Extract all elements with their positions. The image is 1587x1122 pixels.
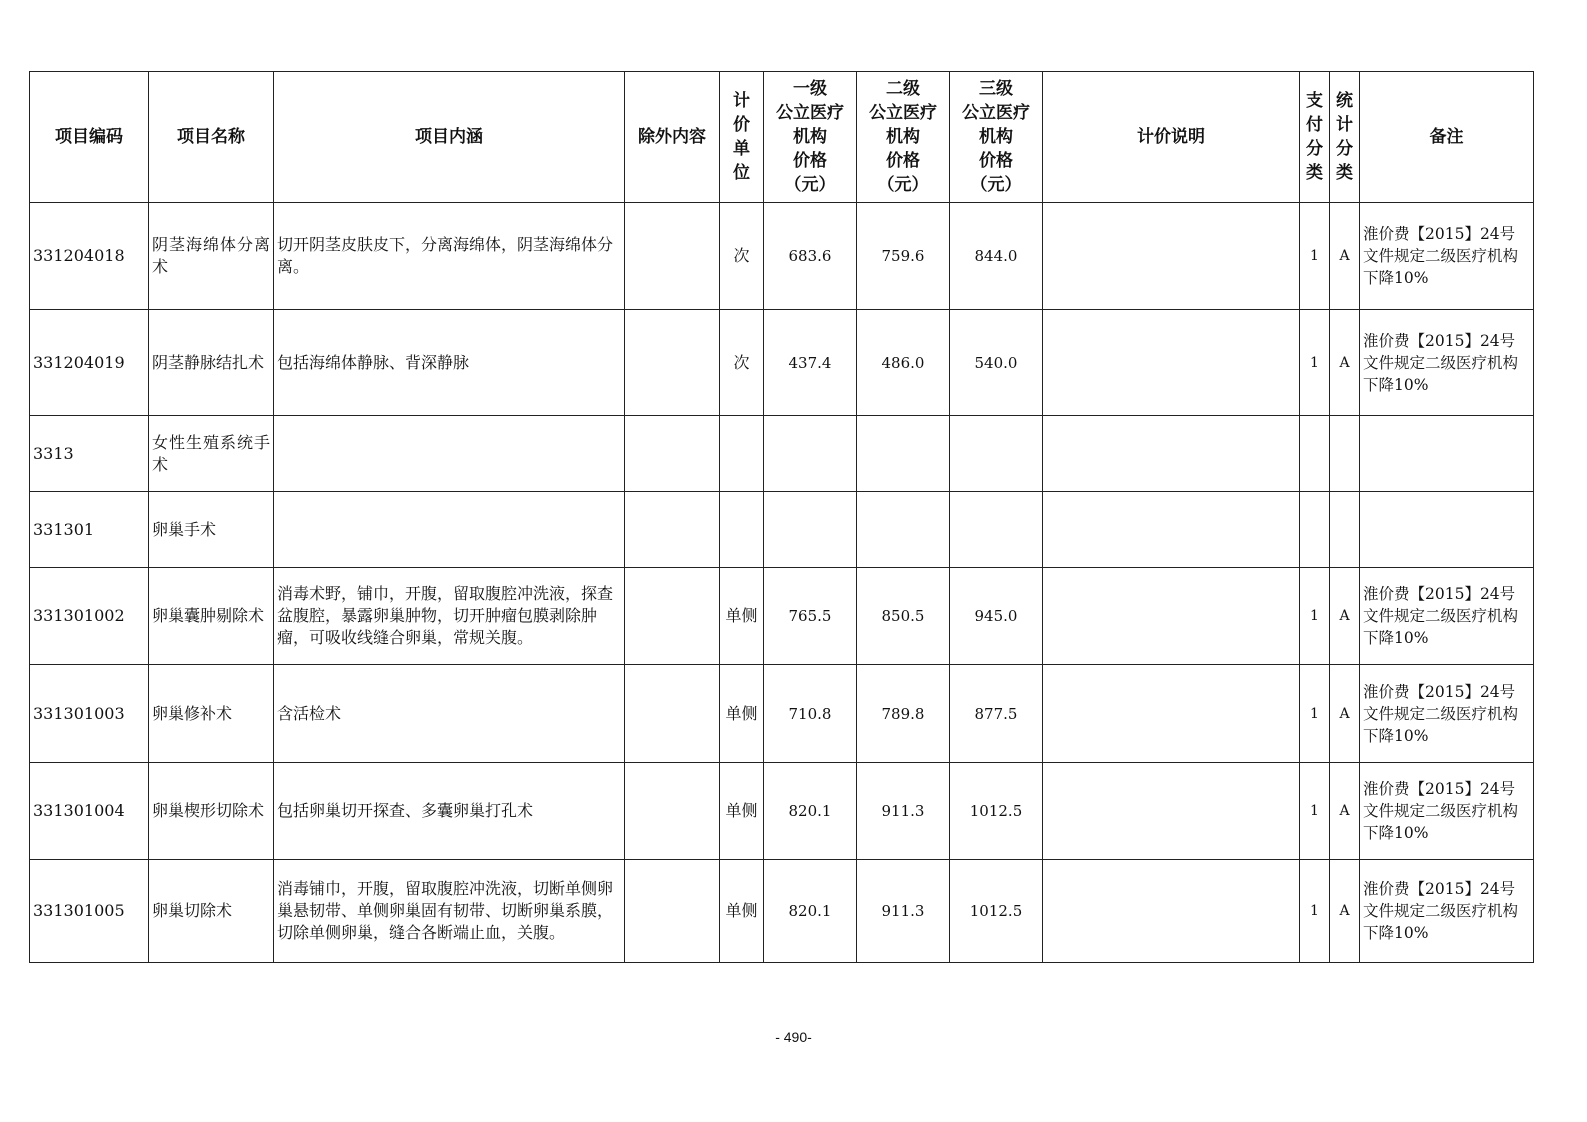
cell-name: 阴茎海绵体分离术: [149, 203, 274, 310]
cell-price1: 683.6: [764, 203, 857, 310]
cell-note: [1043, 568, 1300, 665]
cell-price2: 911.3: [857, 763, 950, 860]
cell-price2: 759.6: [857, 203, 950, 310]
header-line: 一级: [793, 79, 827, 99]
header-line: 公立医疗: [869, 103, 937, 123]
header-unit: [720, 72, 764, 203]
cell-code: 331301003: [30, 665, 149, 763]
header-price1: [764, 72, 857, 203]
cell-remark: 淮价费【2015】24号文件规定二级医疗机构下降10%: [1360, 203, 1534, 310]
cell-name: 卵巢楔形切除术: [149, 763, 274, 860]
cell-pay: 1: [1300, 665, 1330, 763]
table-row: [30, 416, 1534, 492]
header-remark: 备注: [1360, 72, 1534, 203]
table-body: [30, 203, 1534, 963]
cell-price3: 1012.5: [950, 860, 1043, 963]
header-line: 公立医疗: [776, 103, 844, 123]
cell-price1: 437.4: [764, 310, 857, 416]
table-row: [30, 665, 1534, 763]
cell-unit: 单侧: [720, 568, 764, 665]
header-line: 类: [1336, 163, 1353, 183]
cell-pay: 1: [1300, 860, 1330, 963]
cell-pay: 1: [1300, 310, 1330, 416]
cell-pay: [1300, 416, 1330, 492]
header-line: 公立医疗: [962, 103, 1030, 123]
cell-code: 331301: [30, 492, 149, 568]
header-line: 二级: [886, 79, 920, 99]
cell-content: 包括卵巢切开探查、多囊卵巢打孔术: [274, 763, 625, 860]
header-name: 项目名称: [149, 72, 274, 203]
cell-remark: 淮价费【2015】24号文件规定二级医疗机构下降10%: [1360, 568, 1534, 665]
cell-price2: [857, 492, 950, 568]
header-line: 机构: [886, 127, 920, 147]
cell-stat: A: [1330, 665, 1360, 763]
cell-remark: 淮价费【2015】24号文件规定二级医疗机构下降10%: [1360, 860, 1534, 963]
cell-note: [1043, 860, 1300, 963]
cell-exclude: [625, 310, 720, 416]
header-line: 价格: [793, 151, 827, 171]
header-stat: [1330, 72, 1360, 203]
cell-pay: [1300, 492, 1330, 568]
cell-note: [1043, 203, 1300, 310]
header-line: 计: [733, 91, 750, 111]
cell-price2: 911.3: [857, 860, 950, 963]
cell-stat: A: [1330, 860, 1360, 963]
cell-stat: A: [1330, 763, 1360, 860]
cell-stat: A: [1330, 203, 1360, 310]
header-exclude: 除外内容: [625, 72, 720, 203]
page-number: - 490-: [775, 1029, 812, 1045]
table-row: [30, 763, 1534, 860]
cell-code: 331204018: [30, 203, 149, 310]
table-row: [30, 568, 1534, 665]
header-row: [30, 72, 1534, 203]
cell-content: [274, 492, 625, 568]
cell-price3: [950, 492, 1043, 568]
table-row: [30, 310, 1534, 416]
cell-pay: 1: [1300, 763, 1330, 860]
cell-unit: 单侧: [720, 763, 764, 860]
cell-note: [1043, 416, 1300, 492]
cell-exclude: [625, 763, 720, 860]
cell-remark: 淮价费【2015】24号文件规定二级医疗机构下降10%: [1360, 310, 1534, 416]
cell-note: [1043, 492, 1300, 568]
cell-name: 女性生殖系统手术: [149, 416, 274, 492]
table-row: [30, 203, 1534, 310]
header-price3: [950, 72, 1043, 203]
header-line: 分: [1336, 139, 1353, 159]
cell-code: 331301004: [30, 763, 149, 860]
cell-exclude: [625, 203, 720, 310]
cell-price2: 486.0: [857, 310, 950, 416]
header-pay: [1300, 72, 1330, 203]
header-line: 计: [1336, 115, 1353, 135]
header-line: （元）: [877, 175, 929, 195]
cell-price1: 710.8: [764, 665, 857, 763]
cell-price3: 877.5: [950, 665, 1043, 763]
cell-remark: [1360, 492, 1534, 568]
price-table: [29, 71, 1534, 963]
cell-content: [274, 416, 625, 492]
header-line: 三级: [979, 79, 1013, 99]
cell-exclude: [625, 568, 720, 665]
cell-remark: 淮价费【2015】24号文件规定二级医疗机构下降10%: [1360, 665, 1534, 763]
cell-unit: [720, 416, 764, 492]
header-line: 价: [733, 115, 750, 135]
cell-unit: 次: [720, 310, 764, 416]
cell-remark: 淮价费【2015】24号文件规定二级医疗机构下降10%: [1360, 763, 1534, 860]
cell-unit: 单侧: [720, 665, 764, 763]
cell-content: 含活检术: [274, 665, 625, 763]
header-line: 价格: [886, 151, 920, 171]
header-content: 项目内涵: [274, 72, 625, 203]
cell-price3: 844.0: [950, 203, 1043, 310]
cell-code: 331301002: [30, 568, 149, 665]
cell-content: 切开阴茎皮肤皮下，分离海绵体，阴茎海绵体分离。: [274, 203, 625, 310]
header-line: 付: [1306, 115, 1323, 135]
cell-content: 包括海绵体静脉、背深静脉: [274, 310, 625, 416]
header-line: 类: [1306, 163, 1323, 183]
cell-stat: [1330, 492, 1360, 568]
table-row: [30, 492, 1534, 568]
cell-exclude: [625, 492, 720, 568]
cell-exclude: [625, 860, 720, 963]
cell-price1: [764, 492, 857, 568]
header-line: 分: [1306, 139, 1323, 159]
cell-price1: 820.1: [764, 860, 857, 963]
cell-note: [1043, 310, 1300, 416]
cell-name: 卵巢修补术: [149, 665, 274, 763]
table-row: [30, 860, 1534, 963]
cell-exclude: [625, 416, 720, 492]
cell-remark: [1360, 416, 1534, 492]
header-line: 价格: [979, 151, 1013, 171]
cell-stat: A: [1330, 310, 1360, 416]
cell-stat: A: [1330, 568, 1360, 665]
header-code: 项目编码: [30, 72, 149, 203]
cell-unit: 单侧: [720, 860, 764, 963]
header-line: （元）: [784, 175, 836, 195]
cell-code: 331301005: [30, 860, 149, 963]
header-line: 机构: [793, 127, 827, 147]
cell-unit: [720, 492, 764, 568]
header-line: 单: [733, 139, 750, 159]
cell-price2: 850.5: [857, 568, 950, 665]
cell-price1: 820.1: [764, 763, 857, 860]
cell-exclude: [625, 665, 720, 763]
cell-note: [1043, 665, 1300, 763]
header-line: 支: [1306, 91, 1323, 111]
cell-name: 卵巢切除术: [149, 860, 274, 963]
header-line: 机构: [979, 127, 1013, 147]
header-line: （元）: [970, 175, 1022, 195]
cell-content: 消毒铺巾，开腹，留取腹腔冲洗液，切断单侧卵巢悬韧带、单侧卵巢固有韧带、切断卵巢系膜，切除单侧卵巢，缝合各断端止血，关腹。: [274, 860, 625, 963]
cell-price1: [764, 416, 857, 492]
cell-pay: 1: [1300, 568, 1330, 665]
cell-price1: 765.5: [764, 568, 857, 665]
header-price2: [857, 72, 950, 203]
cell-code: 3313: [30, 416, 149, 492]
header-line: 统: [1336, 91, 1353, 111]
cell-price3: 1012.5: [950, 763, 1043, 860]
header-note: 计价说明: [1043, 72, 1300, 203]
cell-code: 331204019: [30, 310, 149, 416]
header-line: 位: [733, 163, 750, 183]
cell-name: 阴茎静脉结扎术: [149, 310, 274, 416]
cell-unit: 次: [720, 203, 764, 310]
cell-price3: 540.0: [950, 310, 1043, 416]
cell-name: 卵巢囊肿剔除术: [149, 568, 274, 665]
cell-price3: [950, 416, 1043, 492]
cell-note: [1043, 763, 1300, 860]
cell-price3: 945.0: [950, 568, 1043, 665]
cell-pay: 1: [1300, 203, 1330, 310]
cell-price2: 789.8: [857, 665, 950, 763]
cell-price2: [857, 416, 950, 492]
cell-stat: [1330, 416, 1360, 492]
cell-name: 卵巢手术: [149, 492, 274, 568]
cell-content: 消毒术野，铺巾，开腹，留取腹腔冲洗液，探查盆腹腔，暴露卵巢肿物，切开肿瘤包膜剥除肿瘤，可吸收线缝合卵巢，常规关腹。: [274, 568, 625, 665]
